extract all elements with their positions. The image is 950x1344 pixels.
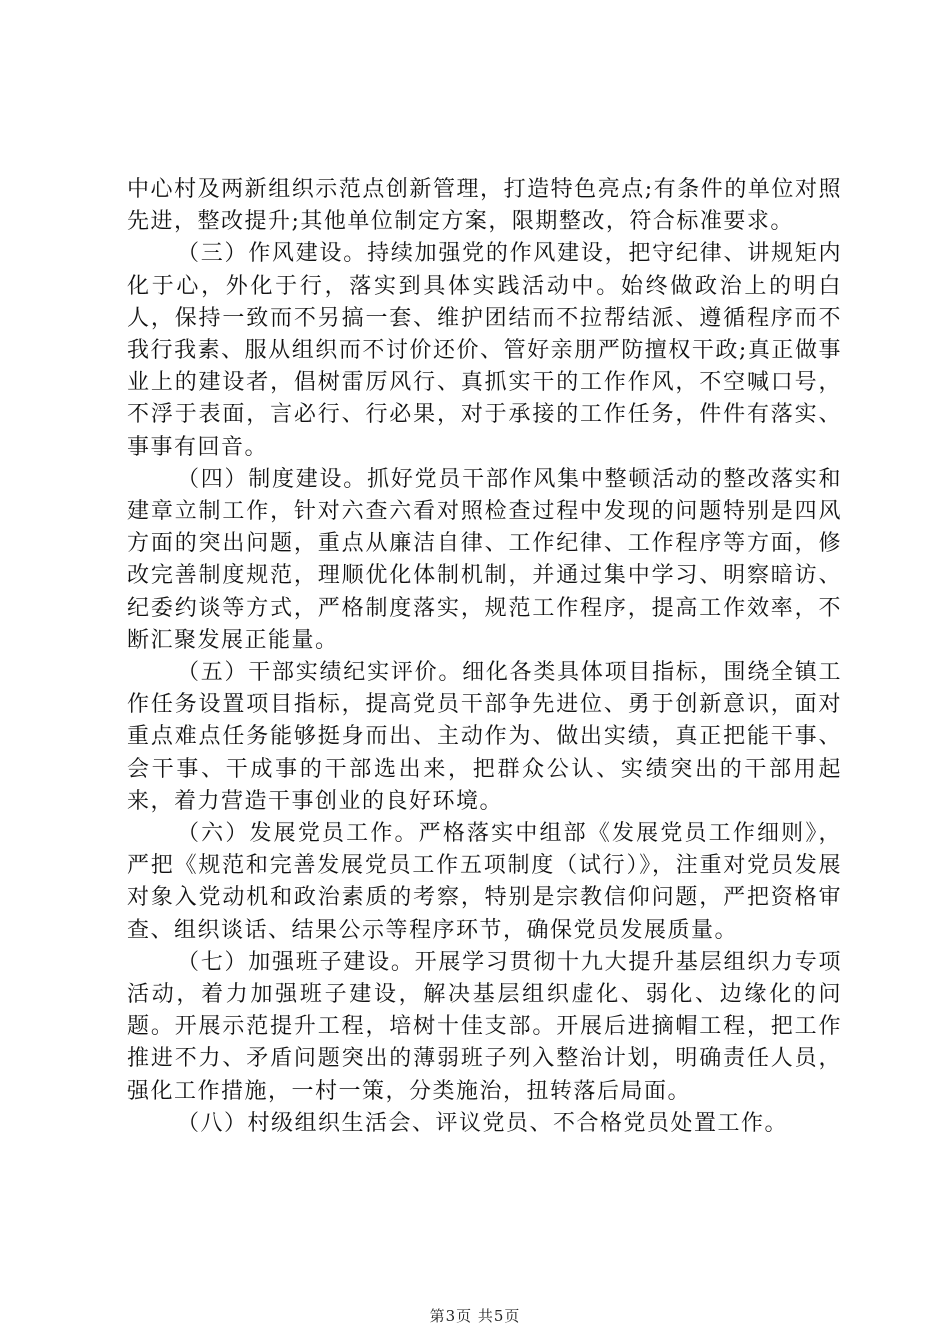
paragraph-cadre-evaluation: （五）干部实绩纪实评价。细化各类具体项目指标，围绕全镇工作任务设置项目指标，提高党员干部争先进位、勇于创新意识，面对重点难点任务能够挺身而出、主动作为、做出实绩，真正把能干事、会干事、干成事的干部选出来，把群众公认、实绩突出的干部用起来，着力营造干事创业的良好环境。 <box>127 660 842 814</box>
paragraph-continuation: 中心村及两新组织示范点创新管理，打造特色亮点;有条件的单位对照先进，整改提升;其他单位制定方案，限期整改，符合标准要求。 <box>127 177 842 235</box>
paragraph-party-member-development: （六）发展党员工作。严格落实中组部《发展党员工作细则》，严把《规范和完善发展党员工作五项制度（试行）》，注重对党员发展对象入党动机和政治素质的考察，特别是宗教信仰问题，严把资格审查、组织谈话、结果公示等程序环节，确保党员发展质量。 <box>127 821 842 943</box>
paragraph-team-building: （七）加强班子建设。开展学习贯彻十九大提升基层组织力专项活动，着力加强班子建设，解决基层组织虚化、弱化、边缘化的问题。开展示范提升工程，培树十佳支部。开展后进摘帽工程，把工作推进不力、矛盾问题突出的薄弱班子列入整治计划，明确责任人员，强化工作措施，一村一策，分类施治，扭转落后局面。 <box>127 949 842 1104</box>
document-body <box>127 174 842 1140</box>
paragraph-village-organization: （八）村级组织生活会、评议党员、不合格党员处置工作。 <box>177 1110 789 1136</box>
paragraph-work-style: （三）作风建设。持续加强党的作风建设，把守纪律、讲规矩内化于心，外化于行，落实到具体实践活动中。始终做政治上的明白人，保持一致而不另搞一套、维护团结而不拉帮结派、遵循程序而不我行我素、服从组织而不讨价还价、管好亲朋严防擅权干政;真正做事业上的建设者，倡树雷厉风行、真抓实干的工作作风，不空喊口号，不浮于表面，言必行、行必果，对于承接的工作任务，件件有落实、事事有回音。 <box>127 241 842 460</box>
paragraph-system-building: （四）制度建设。抓好党员干部作风集中整顿活动的整改落实和建章立制工作，针对六查六看对照检查过程中发现的问题特别是四风方面的突出问题，重点从廉洁自律、工作纪律、工作程序等方面，修改完善制度规范，理顺优化体制机制，并通过集中学习、明察暗访、纪委约谈等方式，严格制度落实，规范工作程序，提高工作效率，不断汇聚发展正能量。 <box>127 466 842 653</box>
page-number-footer: 第3页 共5页 <box>429 1307 521 1325</box>
